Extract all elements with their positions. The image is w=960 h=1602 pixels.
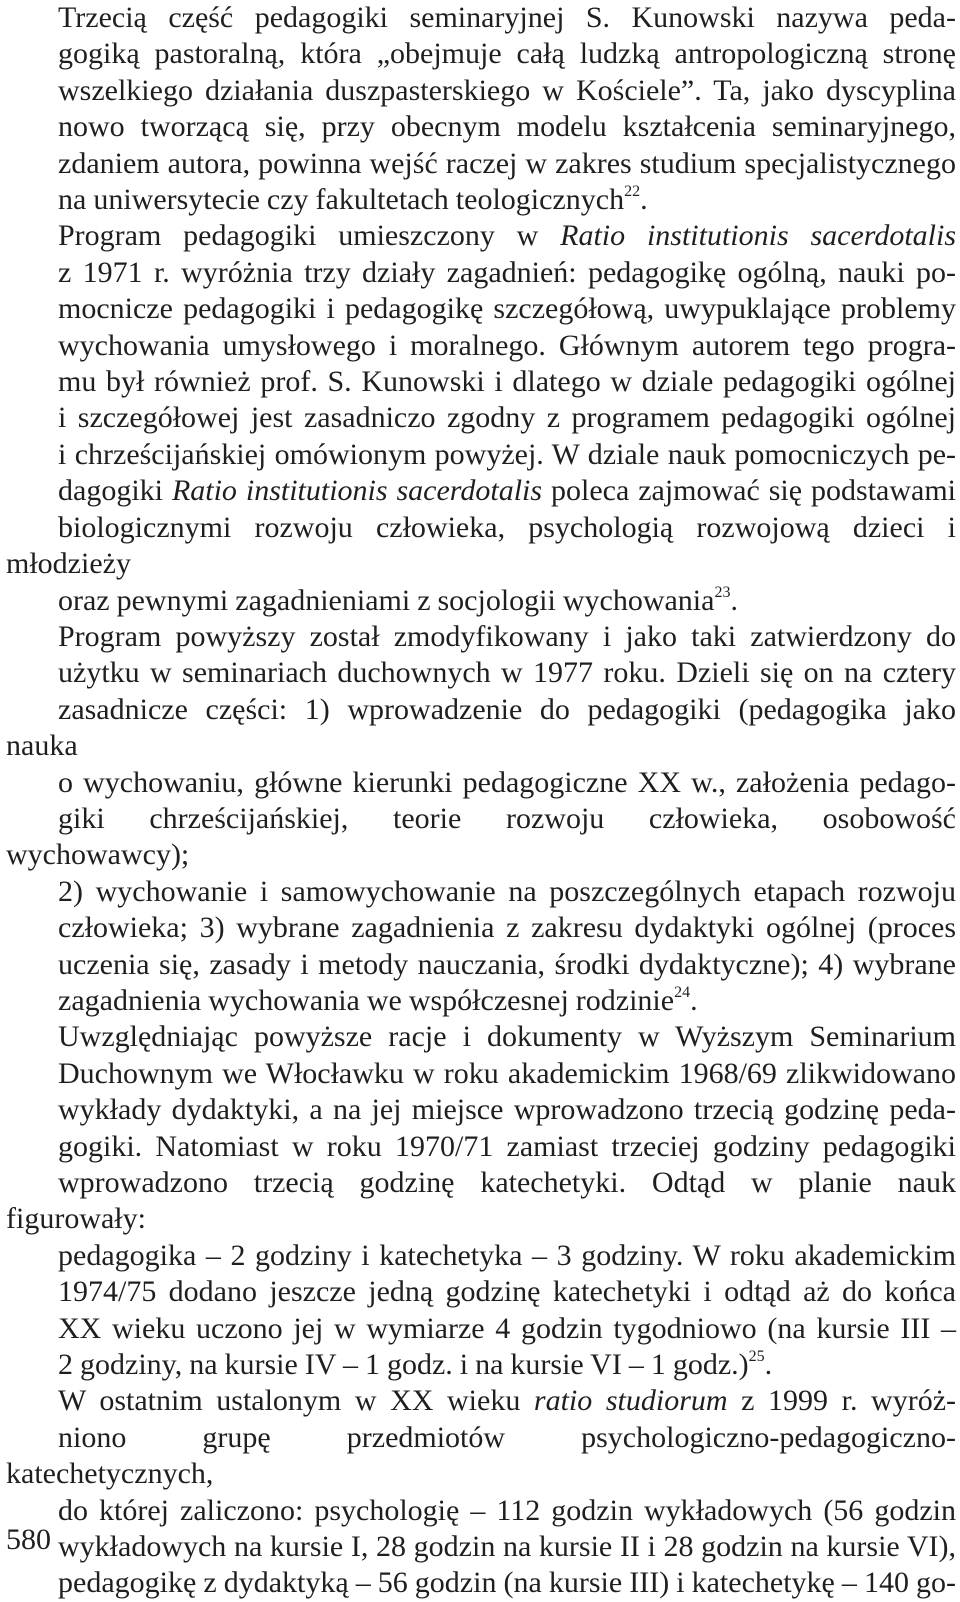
- text-run: zdaniem autora, powinna wejść raczej w zakres studium specjalistycznego: [58, 146, 956, 180]
- text-run: poleca zajmować się podstawami: [542, 474, 956, 508]
- text-run: pedagogika – 2 godziny i katechetyka – 3 godziny. W roku akademickim: [58, 1238, 956, 1272]
- footnote-ref: 23: [714, 583, 731, 601]
- text-line: [6, 1565, 956, 1601]
- italic-title: Ratio institutionis sacerdotalis: [560, 219, 956, 253]
- paragraph-p5: [6, 1383, 956, 1601]
- text-run: i szczegółowej jest zasadniczo zgodny z programem pedagogiki ogólnej: [58, 401, 956, 435]
- text-run: 2) wychowanie i samowychowanie na poszczególnych etapach rozwoju: [58, 874, 956, 908]
- italic-title: Ratio institutionis sacerdotalis: [171, 474, 543, 508]
- text-run: oraz pewnymi zagadnieniami z socjologii wychowania: [58, 583, 715, 617]
- text-run: z 1971 r. wyróżnia trzy działy zagadnień: pedagogikę ogólną, nauki po-: [58, 255, 956, 289]
- text-run: .: [690, 983, 698, 1017]
- footnote-ref: 22: [624, 183, 641, 201]
- text-run: uczenia się, zasady i metody nauczania, środki dydaktyczne); 4) wybrane: [58, 947, 956, 981]
- text-line: [6, 510, 956, 583]
- text-run: nowo tworzącą się, przy obecnym modelu kształcenia seminaryjnego,: [58, 110, 956, 144]
- text-run: .: [730, 583, 738, 617]
- text-run: zasadnicze części: 1) wprowadzenie do pedagogiki (pedagogika jako nauka: [6, 692, 956, 763]
- paragraph-p2: [6, 218, 956, 618]
- footnote-ref: 24: [674, 983, 691, 1001]
- body-text: [6, 0, 956, 1602]
- text-line: [6, 1274, 956, 1310]
- text-run: giki chrześcijańskiej, teorie rozwoju człowieka, osobowość wychowawcy);: [6, 801, 956, 872]
- text-line: [6, 801, 956, 874]
- text-line: [6, 109, 956, 145]
- text-line: [6, 692, 956, 765]
- text-line: [6, 364, 956, 400]
- text-line: [6, 765, 956, 801]
- text-line: [6, 619, 956, 655]
- text-line: [6, 583, 956, 619]
- text-line: [6, 874, 956, 910]
- text-run: Program powyższy został zmodyfikowany i jako taki zatwierdzony do: [58, 619, 956, 653]
- text-run: W ostatnim ustalonym w XX wieku: [58, 1384, 534, 1418]
- text-run: Uwzględniając powyższe racje i dokumenty w Wyższym Seminarium: [58, 1020, 956, 1054]
- text-run: XX wieku uczono jej w wymiarze 4 godzin tygodniowo (na kursie III –: [58, 1311, 956, 1345]
- text-run: wykłady dydaktyki, a na jej miejsce wprowadzono trzecią godzinę peda-: [58, 1093, 956, 1127]
- text-run: gogiki. Natomiast w roku 1970/71 zamiast trzeciej godziny pedagogiki: [58, 1129, 956, 1163]
- text-line: [6, 255, 956, 291]
- text-line: [6, 0, 956, 36]
- text-run: wychowania umysłowego i moralnego. Głównym autorem tego progra-: [58, 328, 956, 362]
- text-run: 1974/75 dodano jeszcze jedną godzinę katechetyki i odtąd aż do końca: [58, 1275, 956, 1309]
- text-line: [6, 947, 956, 983]
- text-run: mocnicze pedagogiki i pedagogikę szczegółową, uwypuklające problemy: [58, 292, 956, 326]
- footnote-ref: 25: [748, 1348, 765, 1366]
- text-line: [6, 1019, 956, 1055]
- paragraph-p4: [6, 1019, 956, 1383]
- text-run: i chrześcijańskiej omówionym powyżej. W dziale nauk pomocniczych pe-: [58, 437, 956, 471]
- text-line: [6, 218, 956, 254]
- text-line: [6, 1383, 956, 1419]
- text-line: [6, 1092, 956, 1128]
- text-run: zagadnienia wychowania we współczesnej rodzinie: [58, 983, 675, 1017]
- text-run: na uniwersytecie czy fakultetach teologicznych: [58, 183, 625, 217]
- text-line: [6, 1238, 956, 1274]
- text-run: .: [640, 183, 648, 217]
- text-run: biologicznymi rozwoju człowieka, psychologią rozwojową dzieci i młodzieży: [6, 510, 956, 581]
- text-run: z 1999 r. wyróż-: [727, 1384, 956, 1418]
- text-run: człowieka; 3) wybrane zagadnienia z zakresu dydaktyki ogólnej (proces: [58, 911, 956, 945]
- text-run: gogiką pastoralną, która „obejmuje całą ludzką antropologiczną stronę: [58, 37, 956, 71]
- text-line: [6, 437, 956, 473]
- text-line: [6, 36, 956, 72]
- text-run: Trzecią część pedagogiki seminaryjnej S. Kunowski nazywa peda-: [58, 1, 956, 34]
- text-run: o wychowaniu, główne kierunki pedagogiczne XX w., założenia pedago-: [58, 765, 956, 799]
- text-run: wszelkiego działania duszpasterskiego w Kościele”. Ta, jako dyscyplina: [58, 73, 956, 107]
- text-run: niono grupę przedmiotów psychologiczno-pedagogiczno-katechetycznych,: [6, 1420, 956, 1491]
- text-run: do której zaliczono: psychologię – 112 godzin wykładowych (56 godzin: [58, 1493, 956, 1527]
- text-run: mu był również prof. S. Kunowski i dlatego w dziale pedagogiki ogólnej: [58, 365, 956, 399]
- text-line: [6, 1311, 956, 1347]
- text-line: [6, 1165, 956, 1238]
- text-line: [6, 1347, 956, 1383]
- paragraph-p3: [6, 619, 956, 1019]
- text-line: [6, 73, 956, 109]
- text-line: [6, 1056, 956, 1092]
- text-line: [6, 655, 956, 691]
- paragraph-p1: [6, 0, 956, 218]
- text-line: [6, 182, 956, 218]
- text-line: [6, 1420, 956, 1493]
- text-run: Program pedagogiki umieszczony w: [58, 219, 561, 253]
- text-line: [6, 1493, 956, 1529]
- text-line: [6, 146, 956, 182]
- text-line: [6, 910, 956, 946]
- text-run: pedagogikę z dydaktyką – 56 godzin (na kursie III) i katechetykę – 140 go-: [58, 1566, 956, 1600]
- text-run: Duchownym we Włocławku w roku akademickim 1968/69 zlikwidowano: [58, 1056, 956, 1090]
- page-number: 580: [6, 1523, 51, 1556]
- text-run: .: [764, 1348, 773, 1382]
- text-line: [6, 1529, 956, 1565]
- text-run: wykładowych na kursie I, 28 godzin na kursie II i 28 godzin na kursie VI),: [58, 1530, 956, 1564]
- text-run: wprowadzono trzecią godzinę katechetyki. Odtąd w planie nauk figurowały:: [6, 1166, 956, 1236]
- text-line: [6, 291, 956, 327]
- text-run: dagogiki: [58, 474, 172, 508]
- text-run: użytku w seminariach duchownych w 1977 roku. Dzieli się on na cztery: [58, 656, 956, 690]
- text-line: [6, 983, 956, 1019]
- text-run: 2 godziny, na kursie IV – 1 godz. i na kursie VI – 1 godz.): [58, 1348, 749, 1382]
- text-line: [6, 473, 956, 509]
- text-line: [6, 328, 956, 364]
- text-line: [6, 400, 956, 436]
- italic-title: ratio studiorum: [533, 1384, 728, 1418]
- text-line: [6, 1129, 956, 1165]
